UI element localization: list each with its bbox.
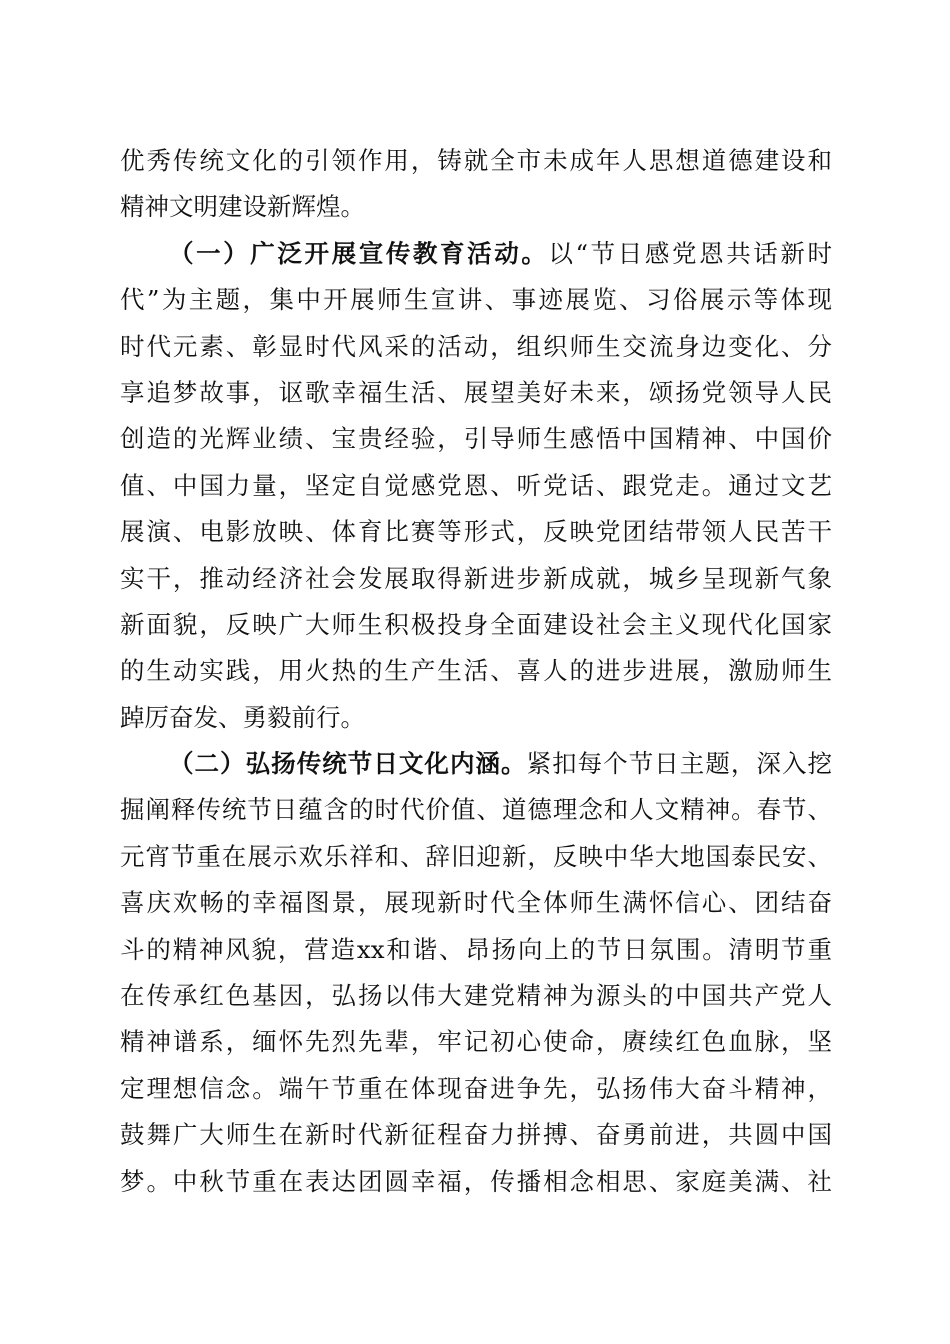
text-line: 优秀传统文化的引领作用，铸就全市未成年人思想道德建设和	[120, 146, 832, 175]
text-line: 踔厉奋发、勇毅前行。	[120, 702, 365, 732]
section-2-paragraph	[120, 741, 832, 1205]
text-line: 元宵节重在展示欢乐祥和、辞旧迎新，反映中华大地国泰民安、	[120, 841, 832, 871]
text-line: 新面貌，反映广大师生积极投身全面建设社会主义现代化国家	[120, 609, 832, 639]
text-line: 展演、电影放映、体育比赛等形式，反映党团结带领人民苦干	[120, 517, 832, 547]
text-line: 定理想信念。端午节重在体现奋进争先，弘扬伟大奋斗精神，	[120, 1073, 832, 1103]
text-line: 享追梦故事，讴歌幸福生活、展望美好未来，颂扬党领导人民	[120, 377, 832, 407]
section-1-first-line-text: 以“节日感党恩共话新时	[548, 238, 833, 268]
intro-paragraph	[120, 138, 832, 231]
text-line: 在传承红色基因，弘扬以伟大建党精神为源头的中国共产党人	[120, 981, 832, 1011]
section-1-paragraph	[120, 231, 832, 741]
text-line: 代”为主题，集中开展师生宣讲、事迹展览、习俗展示等体现	[120, 285, 832, 315]
text-line: 的生动实践，用火热的生产生活、喜人的进步进展，激励师生	[120, 656, 832, 686]
text-line: 值、中国力量，坚定自觉感党恩、听党话、跟党走。通过文艺	[120, 470, 832, 500]
section-1-heading: （一）广泛开展宣传教育活动。	[169, 238, 549, 268]
text-line: 鼓舞广大师生在新时代新征程奋力拼搏、奋勇前进，共圆中国	[120, 1120, 832, 1150]
text-line: 斗的精神风貌，营造xx和谐、昂扬向上的节日氛围。清明节重	[120, 934, 832, 964]
text-line: 精神谱系，缅怀先烈先辈，牢记初心使命，赓续红色血脉，坚	[120, 1027, 832, 1057]
section-2-first-line-text: 紧扣每个节日主题，深入挖	[526, 749, 833, 779]
text-line: 创造的光辉业绩、宝贵经验，引导师生感悟中国精神、中国价	[120, 424, 832, 454]
text-line: 梦。中秋节重在表达团圆幸福，传播相念相思、家庭美满、社	[120, 1166, 832, 1196]
section-2-first-line	[120, 741, 832, 787]
section-1-first-line	[120, 231, 832, 277]
text-line: 实干，推动经济社会发展取得新进步新成就，城乡呈现新气象	[120, 563, 832, 593]
text-line: 精神文明建设新辉煌。	[120, 192, 365, 222]
text-line: 掘阐释传统节日蕴含的时代价值、道德理念和人文精神。春节、	[120, 795, 832, 825]
section-2-heading: （二）弘扬传统节日文化内涵。	[169, 749, 527, 779]
document-body	[120, 138, 832, 1205]
text-line: 时代元素、彰显时代风采的活动，组织师生交流身边变化、分	[120, 331, 832, 361]
text-line: 喜庆欢畅的幸福图景，展现新时代全体师生满怀信心、团结奋	[120, 888, 832, 918]
